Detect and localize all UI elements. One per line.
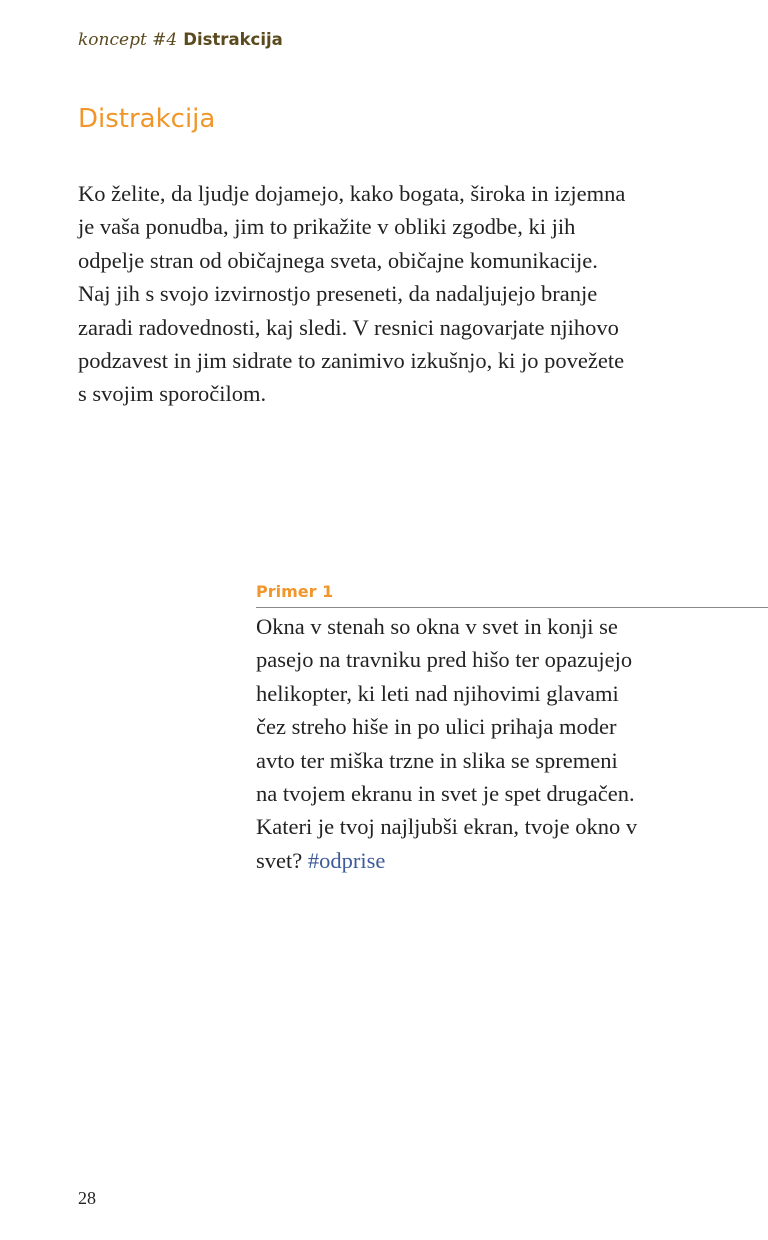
body-line: s svojim sporočilom. — [78, 381, 267, 407]
example-paragraph — [256, 610, 726, 877]
example-last-line — [256, 844, 726, 877]
example-line: čez streho hiše in po ulici prihaja moder — [256, 714, 617, 740]
page-number: 28 — [78, 1188, 96, 1208]
example-line: pasejo na travniku pred hišo ter opazujejo — [256, 647, 633, 673]
body-line: odpelje stran od običajnega sveta, običajne komunikacije. — [78, 247, 598, 273]
body-line: podzavest in jim sidrate to zanimivo izkušnjo, ki jo povežete — [78, 348, 625, 374]
example-line: helikopter, ki leti nad njihovimi glavami — [256, 680, 619, 706]
hashtag-link[interactable]: #odprise — [307, 847, 386, 873]
body-paragraph — [78, 177, 698, 411]
body-line: je vaša ponudba, jim to prikažite v obliki zgodbe, ki jih — [78, 214, 576, 240]
example-divider — [256, 607, 768, 608]
example-line: na tvojem ekranu in svet je spet drugačen. — [256, 781, 635, 807]
section-heading: Distrakcija — [78, 104, 216, 134]
example-line: avto ter miška trzne in slika se spremeni — [256, 747, 618, 773]
example-last-line-text: svet? — [256, 847, 303, 873]
running-head — [78, 30, 283, 50]
example-line: Okna v stenah so okna v svet in konji se — [256, 614, 618, 639]
body-line: zaradi radovednosti, kaj sledi. V resnici nagovarjate njihovo — [78, 314, 619, 340]
running-head-title: Distrakcija — [183, 30, 283, 49]
running-head-concept: koncept #4 — [78, 30, 178, 50]
example-label: Primer 1 — [256, 582, 334, 601]
body-line: Naj jih s svojo izvirnostjo preseneti, da nadaljujejo branje — [78, 281, 598, 307]
example-line: Kateri je tvoj najljubši ekran, tvoje okno v — [256, 814, 638, 840]
body-line: Ko želite, da ljudje dojamejo, kako bogata, široka in izjemna — [78, 181, 626, 206]
